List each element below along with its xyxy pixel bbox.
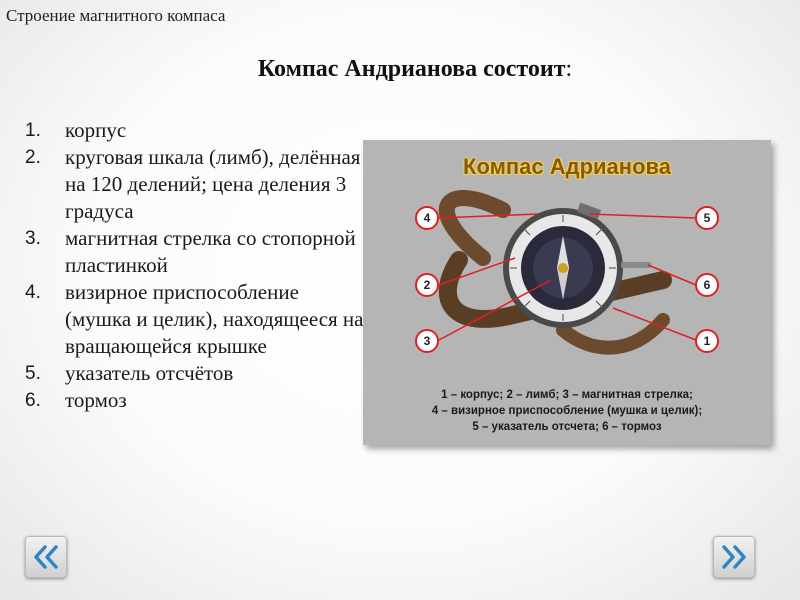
list-item-text: визирное приспособление (мушка и целик), находящееся на вращающейся крышке [65,280,364,358]
list-item-text: круговая шкала (лимб), делённая на 120 делений; цена деления 3 градуса [65,145,361,223]
callout-marker-6: 6 [695,273,719,297]
list-item-text: корпус [65,118,127,142]
callout-marker-4: 4 [415,206,439,230]
list-item [25,225,365,279]
prev-slide-button[interactable] [25,536,67,578]
caption-line: 5 – указатель отсчета; 6 – тормоз [472,421,662,433]
callout-marker-2: 2 [415,273,439,297]
callout-marker-1: 1 [695,329,719,353]
caption-line: 4 – визирное приспособление (мушка и целик); [431,405,703,417]
list-item [25,387,365,414]
double-chevron-right-icon [720,543,748,571]
list-item [25,279,365,360]
list-item-text: тормоз [65,388,127,412]
slide-title-text: Компас Андрианова состоит [257,56,566,82]
slide-title-colon: : [565,56,573,82]
list-item [25,117,365,144]
slide-header: Строение магнитного компаса [6,6,226,25]
list-item-text: магнитная стрелка со стопорной пластинкой [65,226,356,277]
compass-figure [363,140,771,445]
list-item-text: указатель отсчётов [65,361,234,385]
parts-list [25,117,365,414]
list-item-number: 1. [25,120,41,141]
list-item-number: 6. [25,390,41,411]
list-item-number: 2. [25,147,41,168]
list-item [25,144,365,225]
list-item-number: 5. [25,363,41,384]
callout-marker-3: 3 [415,329,439,353]
list-item-number: 4. [25,282,41,303]
slide-title [0,56,800,83]
figure-caption [363,387,771,435]
list-item [25,360,365,387]
next-slide-button[interactable] [713,536,755,578]
figure-title: Компас Адрианова [463,154,671,179]
double-chevron-left-icon [32,543,60,571]
callout-marker-5: 5 [695,206,719,230]
list-item-number: 3. [25,228,41,249]
caption-line: 1 – корпус; 2 – лимб; 3 – магнитная стрелка; [441,389,693,401]
